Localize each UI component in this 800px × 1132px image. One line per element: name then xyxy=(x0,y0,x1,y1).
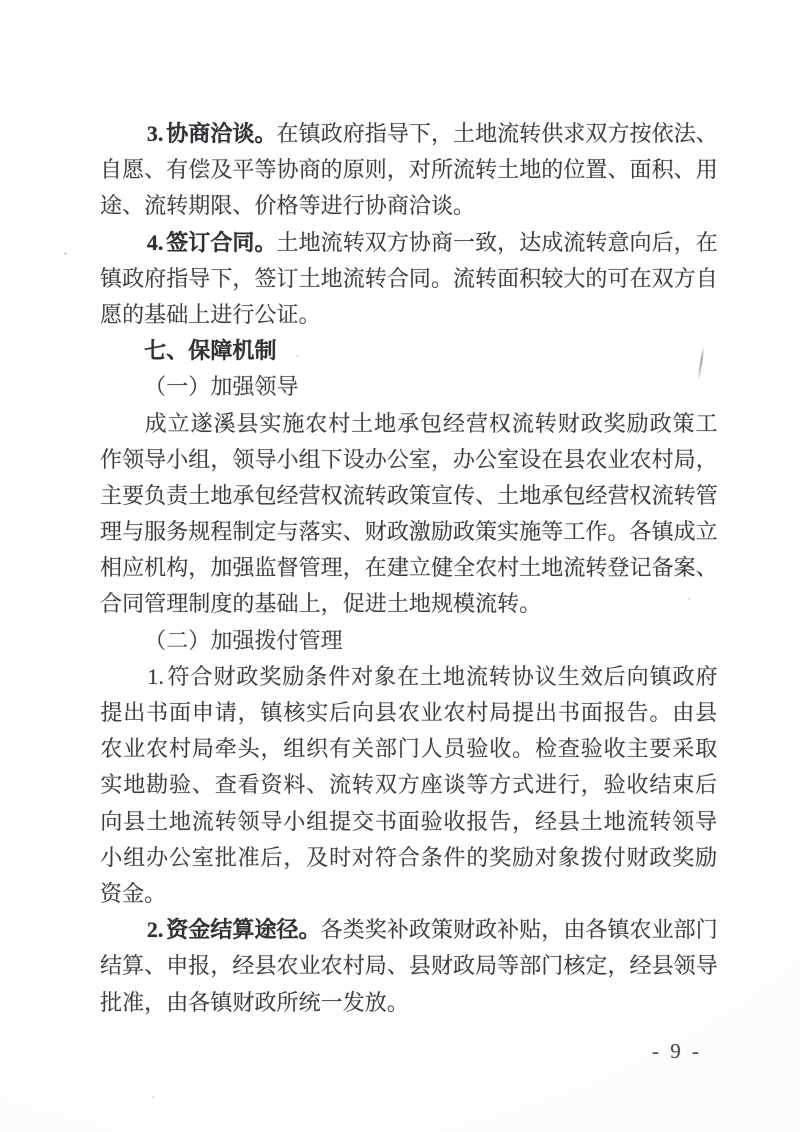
text-line: 成立遂溪县实施农村土地承包经营权流转财政奖励政策工 xyxy=(144,410,718,436)
text-line: 七、保障机制 xyxy=(144,338,277,364)
text-line: 向县土地流转领导小组提交书面验收报告，经县土地流转领导 xyxy=(100,808,718,834)
text-line: 4. 签订合同。土地流转双方协商一致，达成流转意向后，在 xyxy=(146,229,718,255)
text-line: （二）加强拨付管理 xyxy=(144,627,343,653)
text-line: 3. 协商洽谈。在镇政府指导下，土地流转供求双方按依法、 xyxy=(146,121,718,146)
text-line: 镇政府指导下，签订土地流转合同。流转面积较大的可在双方自 xyxy=(100,265,718,291)
scan-speck xyxy=(152,1096,154,1098)
text-line: 2. 资金结算途径。各类奖补政策财政补贴，由各镇农业部门 xyxy=(146,917,718,943)
page-number: - 9 - xyxy=(652,1039,702,1063)
scan-speck xyxy=(296,355,298,357)
text-line: 主要负责土地承包经营权流转政策宣传、土地承包经营权流转管 xyxy=(100,482,718,508)
text-line: 资金。 xyxy=(100,880,167,906)
text-line: 途、流转期限、价格等进行协商洽谈。 xyxy=(100,193,476,219)
scan-speck xyxy=(545,132,547,134)
text-line: 小组办公室批准后，及时对符合条件的奖励对象拨付财政奖励 xyxy=(100,844,718,870)
text-line: 结算、申报，经县农业农村局、县财政局等部门核定，经县领导 xyxy=(100,953,718,979)
text-line: 1. 符合财政奖励条件对象在土地流转协议生效后向镇政府 xyxy=(147,663,718,689)
text-line: 农业农村局牵头，组织有关部门人员验收。检查验收主要采取 xyxy=(100,736,718,762)
text-line: 理与服务规程制定与落实、财政激励政策实施等工作。各镇成立 xyxy=(100,519,718,545)
text-line: （一）加强领导 xyxy=(144,374,299,400)
text-line: 相应机构，加强监督管理，在建立健全农村土地流转登记备案、 xyxy=(100,555,718,581)
text-line: 实地勘验、查看资料、流转双方座谈等方式进行，验收结束后 xyxy=(100,772,718,798)
text-line: 自愿、有偿及平等协商的原则，对所流转土地的位置、面积、用 xyxy=(100,157,718,183)
text-line: 批准，由各镇财政所统一发放。 xyxy=(100,989,409,1015)
text-line: 提出书面申请，镇核实后向县农业农村局提出书面报告。由县 xyxy=(100,700,718,725)
text-line: 作领导小组，领导小组下设办公室，办公室设在县农业农村局， xyxy=(100,446,718,472)
text-line: 愿的基础上进行公证。 xyxy=(100,301,321,327)
scan-speck xyxy=(688,598,690,600)
text-line: 合同管理制度的基础上，促进土地规模流转。 xyxy=(100,591,542,617)
text-block xyxy=(100,116,720,1021)
scan-speck xyxy=(64,252,67,255)
